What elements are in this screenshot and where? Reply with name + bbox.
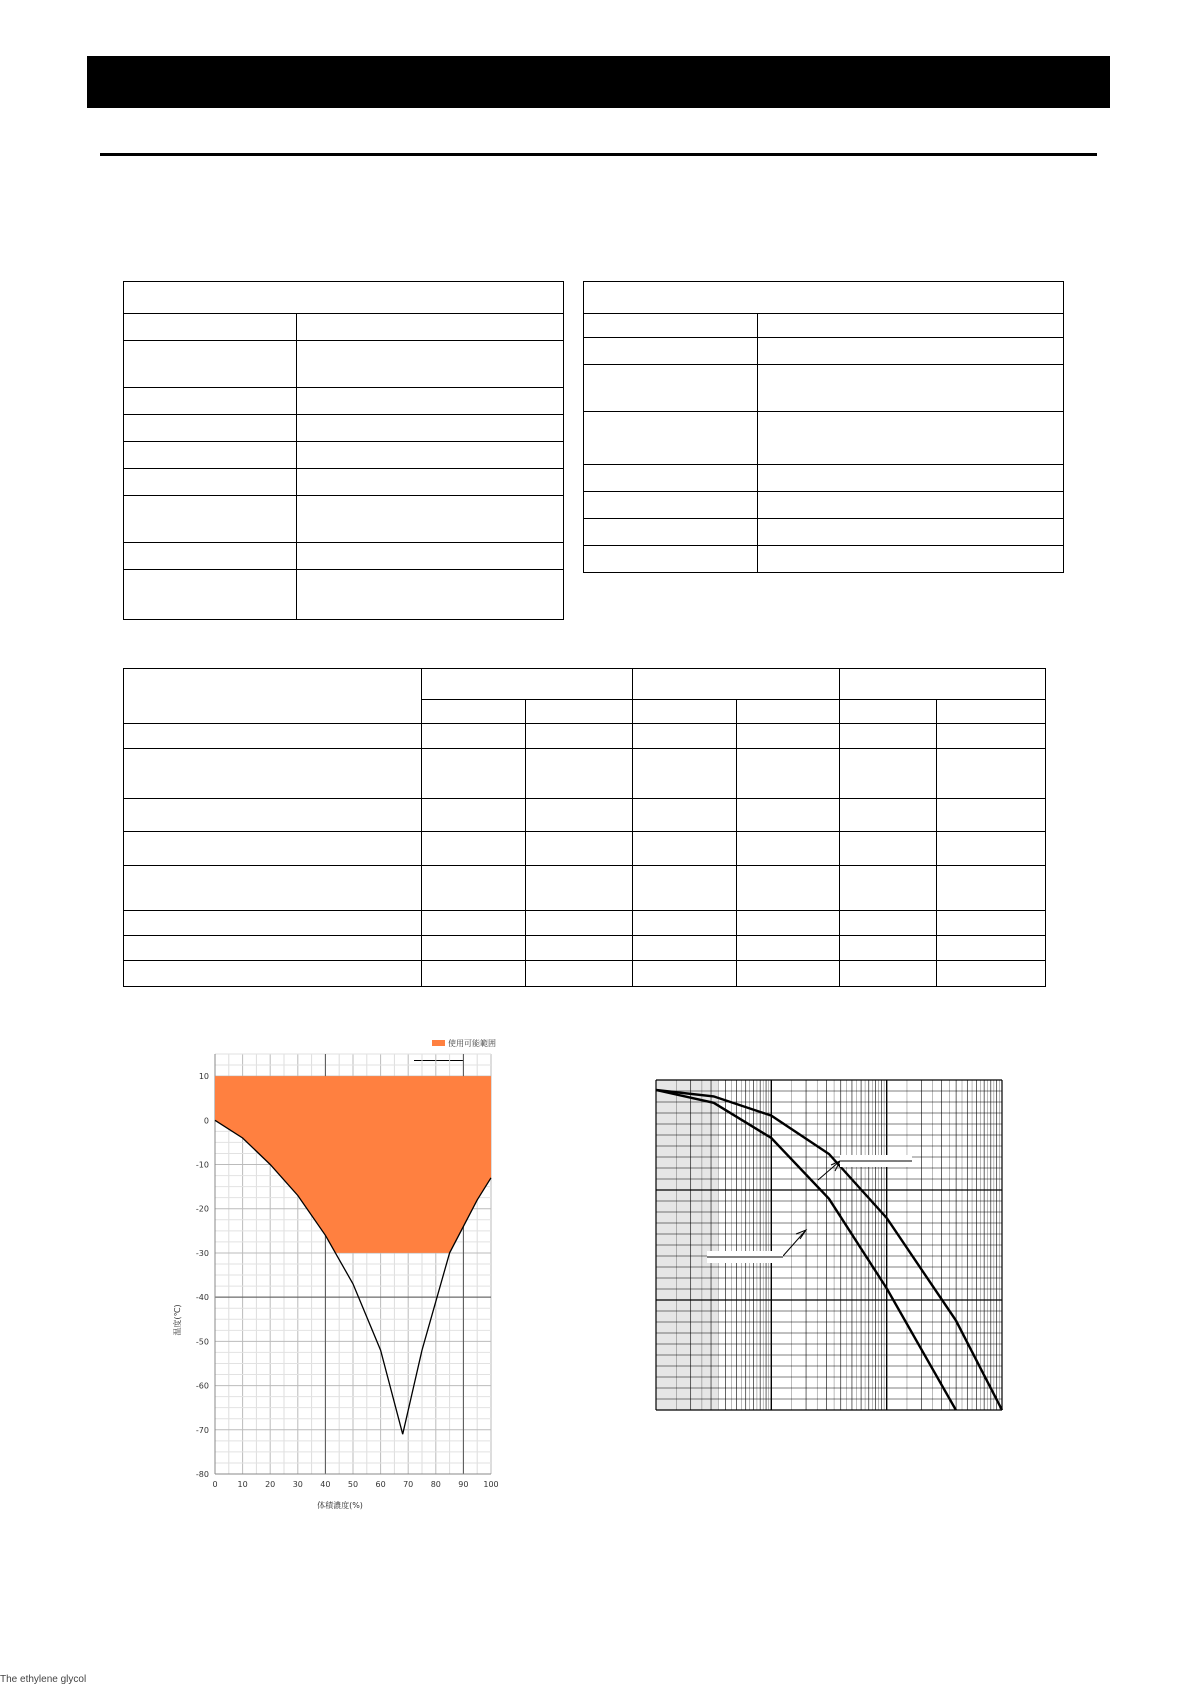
table-cell xyxy=(422,724,526,749)
table-row xyxy=(124,415,564,442)
table-row-label xyxy=(124,936,422,961)
table-row-label xyxy=(124,832,422,866)
table-c-header-label xyxy=(124,669,422,724)
table-value-cell xyxy=(297,469,564,496)
table-cell xyxy=(840,911,937,936)
y-tick-label: -60 xyxy=(195,1381,209,1391)
table-cell xyxy=(633,866,737,911)
table-cell xyxy=(422,961,526,987)
table-cell xyxy=(633,799,737,832)
table-row xyxy=(124,799,1046,832)
header-banner xyxy=(87,56,1110,108)
table-row xyxy=(584,546,1064,573)
table-cell xyxy=(737,749,840,799)
spec-table-left xyxy=(123,281,564,620)
table-cell xyxy=(937,799,1046,832)
table-value-cell xyxy=(297,388,564,415)
spec-table-right xyxy=(583,281,1064,573)
table-row-label xyxy=(124,961,422,987)
table-key-cell xyxy=(584,314,758,338)
table-row xyxy=(584,412,1064,465)
table-row xyxy=(124,469,564,496)
table-row-label xyxy=(124,799,422,832)
table-cell xyxy=(937,832,1046,866)
table-value-cell xyxy=(758,338,1064,365)
table-cell xyxy=(422,866,526,911)
table-key-cell xyxy=(124,314,297,341)
table-value-cell xyxy=(758,365,1064,412)
table-key-cell xyxy=(584,338,758,365)
table-row-label xyxy=(124,724,422,749)
table-cell xyxy=(937,911,1046,936)
table-c-subheader xyxy=(840,700,937,724)
y-tick-label: -50 xyxy=(195,1337,209,1347)
legend-label: 使用可能範囲 xyxy=(448,1039,496,1048)
x-tick-labels xyxy=(212,1480,498,1489)
table-row xyxy=(124,724,1046,749)
comparison-table xyxy=(123,668,1046,987)
table-value-cell xyxy=(758,492,1064,519)
table-cell xyxy=(633,961,737,987)
x-tick-label: 0 xyxy=(212,1480,218,1489)
table-row xyxy=(124,961,1046,987)
x-tick-label: 80 xyxy=(430,1480,441,1489)
table-c-subheader xyxy=(422,700,526,724)
table-row xyxy=(584,338,1064,365)
table-cell xyxy=(737,724,840,749)
table-key-cell xyxy=(584,412,758,465)
table-title-cell xyxy=(124,282,564,314)
table-key-cell xyxy=(584,465,758,492)
table-c-group-1 xyxy=(422,669,633,700)
y-axis-label: 温度(℃) xyxy=(173,1304,182,1336)
x-tick-label: 100 xyxy=(483,1480,499,1489)
table-cell xyxy=(840,832,937,866)
table-cell xyxy=(526,832,633,866)
table-cell xyxy=(937,749,1046,799)
table-cell xyxy=(737,866,840,911)
x-tick-label: 90 xyxy=(458,1480,469,1489)
freezing-point-chart xyxy=(172,1030,508,1510)
x-tick-label: 10 xyxy=(237,1480,248,1489)
table-cell xyxy=(526,866,633,911)
table-row xyxy=(124,314,564,341)
table-row xyxy=(124,936,1046,961)
y-tick-label: 10 xyxy=(198,1072,209,1082)
x-tick-label: 20 xyxy=(265,1480,276,1489)
table-value-cell xyxy=(758,314,1064,338)
table-value-cell xyxy=(297,570,564,620)
table-row xyxy=(124,570,564,620)
table-key-cell xyxy=(124,415,297,442)
table-key-cell xyxy=(124,469,297,496)
table-cell xyxy=(422,936,526,961)
y-tick-label: -30 xyxy=(195,1248,209,1258)
table-row xyxy=(124,866,1046,911)
x-tick-label: 60 xyxy=(375,1480,386,1489)
table-cell xyxy=(737,832,840,866)
table-cell xyxy=(633,911,737,936)
table-cell xyxy=(737,911,840,936)
table-value-cell xyxy=(758,465,1064,492)
table-key-cell xyxy=(124,442,297,469)
table-cell xyxy=(526,724,633,749)
section-rule xyxy=(100,153,1097,156)
table-row xyxy=(124,341,564,388)
table-cell xyxy=(737,961,840,987)
table-cell xyxy=(937,866,1046,911)
table-c-group-2 xyxy=(633,669,840,700)
y-tick-label: -80 xyxy=(195,1470,209,1479)
table-row xyxy=(124,282,564,314)
table-cell xyxy=(937,961,1046,987)
legend xyxy=(432,1038,496,1048)
table-row xyxy=(124,496,564,543)
table-row xyxy=(124,442,564,469)
table-cell xyxy=(422,799,526,832)
y-tick-labels xyxy=(196,1072,209,1479)
table-cell xyxy=(526,749,633,799)
y-tick-label: -40 xyxy=(195,1293,209,1303)
x-tick-label: 40 xyxy=(320,1480,331,1489)
y-tick-label: -10 xyxy=(195,1160,209,1170)
table-value-cell xyxy=(297,314,564,341)
table-value-cell xyxy=(297,442,564,469)
table-c-group-3 xyxy=(840,669,1046,700)
table-cell xyxy=(422,911,526,936)
table-cell xyxy=(633,749,737,799)
table-cell xyxy=(526,911,633,936)
table-row-label xyxy=(124,911,422,936)
table-row xyxy=(584,282,1064,314)
table-value-cell xyxy=(758,546,1064,573)
table-cell xyxy=(840,799,937,832)
table-cell xyxy=(840,749,937,799)
x-tick-label: 50 xyxy=(347,1480,359,1489)
x-axis-label: 体積濃度(%) xyxy=(317,1501,363,1510)
table-key-cell xyxy=(584,492,758,519)
table-key-cell xyxy=(584,519,758,546)
table-cell xyxy=(840,724,937,749)
table-key-cell xyxy=(124,388,297,415)
y-tick-label: 0 xyxy=(203,1116,209,1126)
table-row xyxy=(584,314,1064,338)
leader-line-upper xyxy=(818,1161,840,1180)
table-row xyxy=(584,492,1064,519)
table-cell xyxy=(422,749,526,799)
table-key-cell xyxy=(124,496,297,543)
table-row xyxy=(124,832,1046,866)
table-row xyxy=(124,388,564,415)
table-c-subheader xyxy=(526,700,633,724)
table-cell xyxy=(737,799,840,832)
table-value-cell xyxy=(297,496,564,543)
table-row-label xyxy=(124,866,422,911)
table-row xyxy=(124,543,564,570)
table-row xyxy=(584,519,1064,546)
table-cell xyxy=(840,936,937,961)
table-cell xyxy=(422,832,526,866)
table-c-subheader xyxy=(737,700,840,724)
x-tick-label: 30 xyxy=(292,1480,303,1489)
y-tick-label: -20 xyxy=(195,1204,209,1214)
table-row-label xyxy=(124,749,422,799)
table-cell xyxy=(737,936,840,961)
table-key-cell xyxy=(124,341,297,388)
table-cell xyxy=(840,961,937,987)
table-c-subheader xyxy=(937,700,1046,724)
footer-text: The ethylene glycol xyxy=(0,1674,87,1685)
table-cell xyxy=(937,724,1046,749)
table-value-cell xyxy=(297,415,564,442)
table-title-cell xyxy=(584,282,1064,314)
arrow-head-lower xyxy=(796,1230,806,1239)
semilog-chart xyxy=(655,1068,1003,1420)
table-key-cell xyxy=(584,546,758,573)
table-cell xyxy=(937,936,1046,961)
table-row xyxy=(124,749,1046,799)
table-cell xyxy=(633,832,737,866)
y-tick-label: -70 xyxy=(195,1425,209,1435)
table-row xyxy=(584,465,1064,492)
table-value-cell xyxy=(297,341,564,388)
table-row xyxy=(124,911,1046,936)
table-key-cell xyxy=(124,543,297,570)
table-cell xyxy=(526,799,633,832)
table-value-cell xyxy=(297,543,564,570)
table-cell xyxy=(633,724,737,749)
table-cell xyxy=(526,961,633,987)
table-cell xyxy=(633,936,737,961)
table-cell xyxy=(840,866,937,911)
table-key-cell xyxy=(124,570,297,620)
table-value-cell xyxy=(758,412,1064,465)
table-row xyxy=(584,365,1064,412)
x-tick-label: 70 xyxy=(403,1480,414,1489)
table-value-cell xyxy=(758,519,1064,546)
table-cell xyxy=(526,936,633,961)
table-key-cell xyxy=(584,365,758,412)
table-c-subheader xyxy=(633,700,737,724)
legend-swatch xyxy=(432,1040,445,1046)
